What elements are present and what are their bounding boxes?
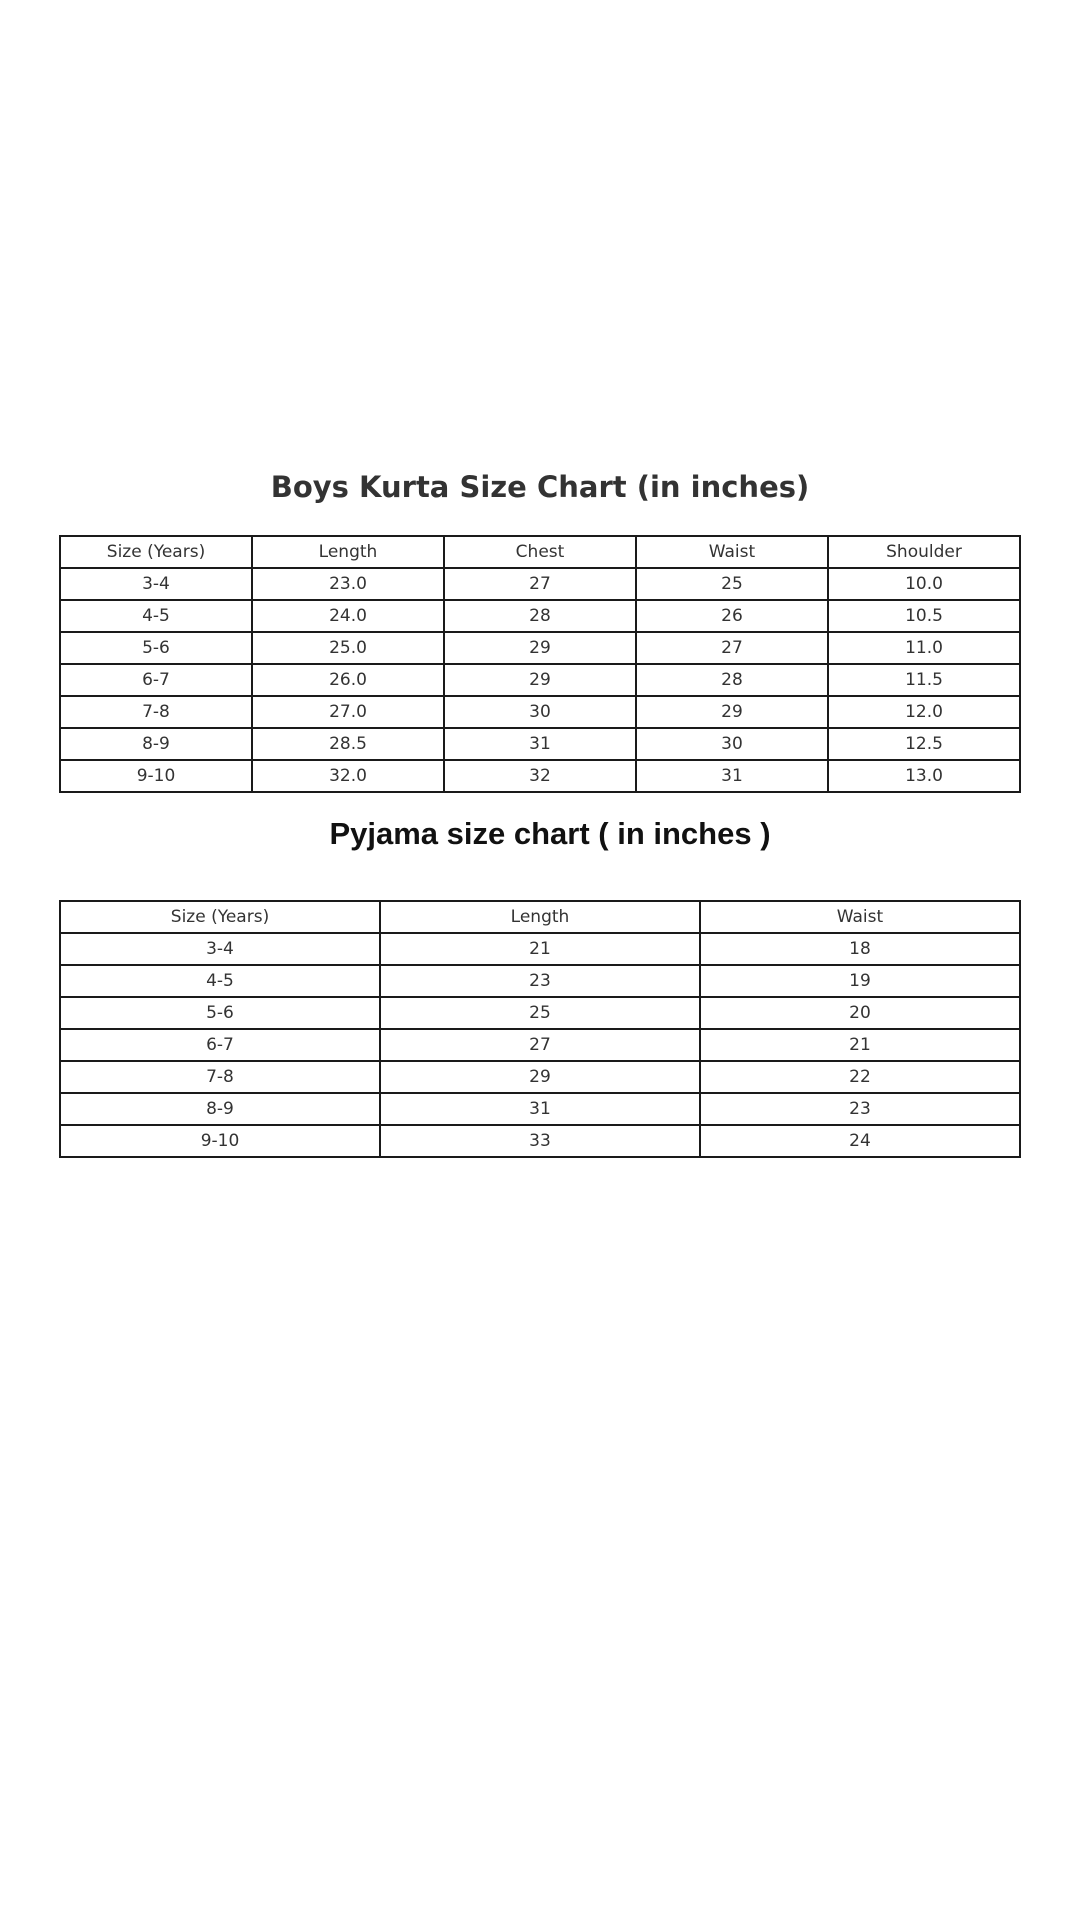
table-cell: 24.0	[252, 600, 444, 632]
table-cell: 4-5	[60, 600, 252, 632]
column-header-shoulder: Shoulder	[828, 536, 1020, 568]
table-cell: 3-4	[60, 933, 380, 965]
table-cell: 21	[700, 1029, 1020, 1061]
table-cell: 30	[636, 728, 828, 760]
table-row	[60, 1029, 1020, 1061]
table-cell: 29	[636, 696, 828, 728]
table-cell: 9-10	[60, 1125, 380, 1157]
table-header-row	[60, 536, 1020, 568]
table-cell: 31	[444, 728, 636, 760]
table-cell: 25	[380, 997, 700, 1029]
table-cell: 31	[380, 1093, 700, 1125]
table-cell: 6-7	[60, 664, 252, 696]
table-cell: 22	[700, 1061, 1020, 1093]
table-row	[60, 568, 1020, 600]
table-cell: 8-9	[60, 1093, 380, 1125]
table-cell: 32	[444, 760, 636, 792]
table-cell: 28.5	[252, 728, 444, 760]
column-header-length: Length	[252, 536, 444, 568]
table-cell: 33	[380, 1125, 700, 1157]
table-cell: 23	[380, 965, 700, 997]
table-cell: 29	[444, 664, 636, 696]
table-cell: 28	[636, 664, 828, 696]
table-cell: 7-8	[60, 1061, 380, 1093]
table-cell: 6-7	[60, 1029, 380, 1061]
table-row	[60, 1125, 1020, 1157]
table-cell: 12.0	[828, 696, 1020, 728]
table-cell: 27	[444, 568, 636, 600]
kurta-size-chart-title: Boys Kurta Size Chart (in inches)	[270, 470, 810, 504]
table-cell: 18	[700, 933, 1020, 965]
table-cell: 11.0	[828, 632, 1020, 664]
table-row	[60, 933, 1020, 965]
table-cell: 26.0	[252, 664, 444, 696]
table-cell: 13.0	[828, 760, 1020, 792]
table-row	[60, 760, 1020, 792]
table-row	[60, 728, 1020, 760]
table-cell: 12.5	[828, 728, 1020, 760]
table-cell: 5-6	[60, 632, 252, 664]
table-cell: 10.0	[828, 568, 1020, 600]
table-cell: 25.0	[252, 632, 444, 664]
table-cell: 20	[700, 997, 1020, 1029]
table-cell: 9-10	[60, 760, 252, 792]
table-cell: 25	[636, 568, 828, 600]
table-cell: 5-6	[60, 997, 380, 1029]
kurta-size-table	[59, 535, 1021, 793]
table-cell: 24	[700, 1125, 1020, 1157]
table-cell: 31	[636, 760, 828, 792]
table-cell: 29	[380, 1061, 700, 1093]
column-header-waist: Waist	[636, 536, 828, 568]
table-cell: 11.5	[828, 664, 1020, 696]
column-header-size: Size (Years)	[60, 536, 252, 568]
table-cell: 10.5	[828, 600, 1020, 632]
table-row	[60, 600, 1020, 632]
table-row	[60, 965, 1020, 997]
table-row	[60, 1093, 1020, 1125]
table-row	[60, 632, 1020, 664]
table-cell: 7-8	[60, 696, 252, 728]
column-header-length: Length	[380, 901, 700, 933]
table-cell: 27	[380, 1029, 700, 1061]
table-row	[60, 664, 1020, 696]
table-row	[60, 997, 1020, 1029]
column-header-size: Size (Years)	[60, 901, 380, 933]
table-cell: 8-9	[60, 728, 252, 760]
table-cell: 19	[700, 965, 1020, 997]
table-cell: 23	[700, 1093, 1020, 1125]
pyjama-size-chart-title: Pyjama size chart ( in inches )	[329, 816, 771, 851]
table-cell: 4-5	[60, 965, 380, 997]
table-row	[60, 696, 1020, 728]
table-cell: 27	[636, 632, 828, 664]
table-cell: 21	[380, 933, 700, 965]
table-row	[60, 1061, 1020, 1093]
table-cell: 28	[444, 600, 636, 632]
column-header-chest: Chest	[444, 536, 636, 568]
table-cell: 32.0	[252, 760, 444, 792]
column-header-waist: Waist	[700, 901, 1020, 933]
table-cell: 27.0	[252, 696, 444, 728]
table-cell: 29	[444, 632, 636, 664]
pyjama-size-table	[59, 900, 1021, 1158]
table-header-row	[60, 901, 1020, 933]
table-cell: 23.0	[252, 568, 444, 600]
table-cell: 3-4	[60, 568, 252, 600]
table-cell: 30	[444, 696, 636, 728]
table-cell: 26	[636, 600, 828, 632]
